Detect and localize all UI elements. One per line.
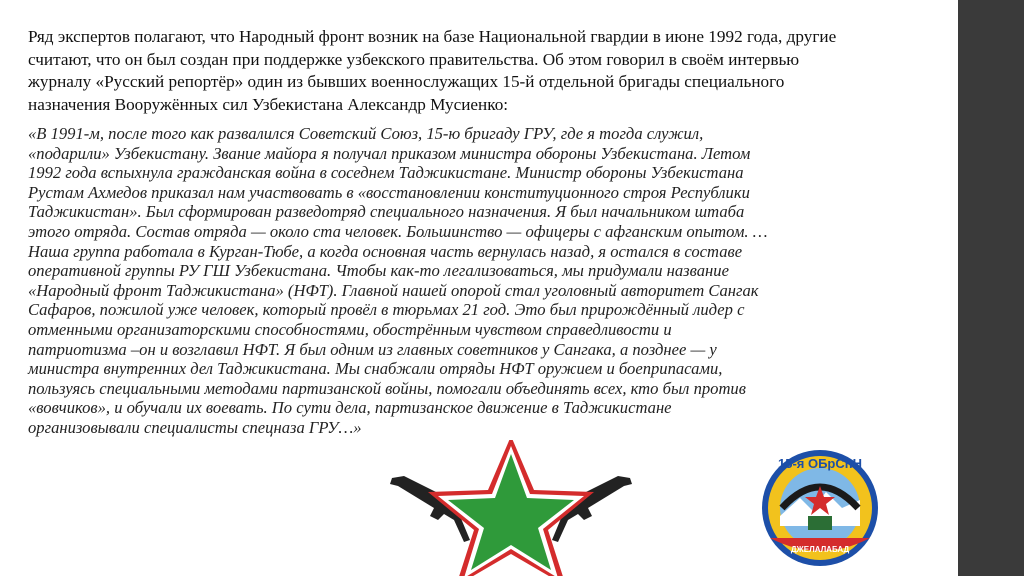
quote-line: 1992 года вспыхнула гражданская война в соседнем Таджикистане. Министр обороны Узбекистана — [28, 163, 744, 183]
quote-line: «Народный фронт Таджикистана» (НФТ). Главной нашей опорой стал уголовный авторитет Сангак — [28, 280, 759, 300]
quote-paragraph — [28, 124, 940, 438]
intro-line: назначения Вооружённых сил Узбекистана Александр Мусиенко: — [28, 94, 509, 114]
badge-top-text: 15-я ОБрСпН — [777, 456, 863, 471]
star-emblem-icon — [388, 440, 634, 576]
quote-line: Наша группа работала в Курган-Тюбе, а когда основная часть вернулась назад, я остался в составе — [28, 241, 743, 261]
right-sidebar — [958, 0, 1024, 576]
intro-line: Ряд экспертов полагают, что Народный фронт возник на базе Национальной гвардии в июне 1992 года, другие — [28, 27, 837, 46]
intro-paragraph — [28, 26, 940, 116]
quote-line: этого отряда. Состав отряда — около ста человек. Большинство — офицеры с афганским опытом. … — [28, 221, 768, 241]
quote-line: организовывали специалисты спецназа ГРУ…» — [28, 417, 362, 437]
quote-line: Таджикистан». Был сформирован разведотряд специального назначения. Я был начальником штаба — [28, 202, 745, 222]
quote-line: патриотизма –он и возглавил НФТ. Я был одним из главных советников у Сангака, а позднее — у — [28, 339, 717, 359]
quote-line: Рустам Ахмедов приказал нам участвовать в «восстановлении конституционного строя Республики — [28, 182, 750, 202]
quote-line: пользуясь специальными методами партизанской войны, помогали объединять всех, кто был против — [28, 378, 746, 398]
slide-content — [28, 26, 940, 438]
quote-line: отменными организаторскими способностями, обострённым чувством справедливости и — [28, 319, 672, 339]
intro-line: журналу «Русский репортёр» один из бывших военнослужащих 15-й отдельной бригады специального — [28, 72, 785, 91]
quote-line: оперативной группы РУ ГШ Узбекистана. Чтобы как-то легализоваться, мы придумали название — [28, 261, 729, 281]
badge-bottom-text: ДЖЕЛАЛАБАД — [790, 545, 850, 554]
quote-line: «вовчиков», и обучали их воевать. По сути дела, партизанское движение в Таджикистане — [28, 398, 672, 418]
intro-line: считают, что он был создан при поддержке узбекского правительства. Об этом говорил в своём интервью — [28, 49, 800, 69]
quote-line: «подарили» Узбекистану. Звание майора я получал приказом министра обороны Узбекистана. Летом — [28, 143, 751, 163]
quote-line: министра внутренних дел Таджикистана. Мы снабжали отряды НФТ оружием и боеприпасами, — [28, 359, 723, 379]
brigade-badge-icon — [760, 446, 880, 576]
quote-line: Сафаров, пожилой уже человек, который провёл в тюрьмах 21 год. Это был прирождённый лидер с — [28, 300, 745, 320]
quote-line: «В 1991-м, после того как развалился Советский Союз, 15-ю бригаду ГРУ, где я тогда служил, — [28, 124, 704, 143]
